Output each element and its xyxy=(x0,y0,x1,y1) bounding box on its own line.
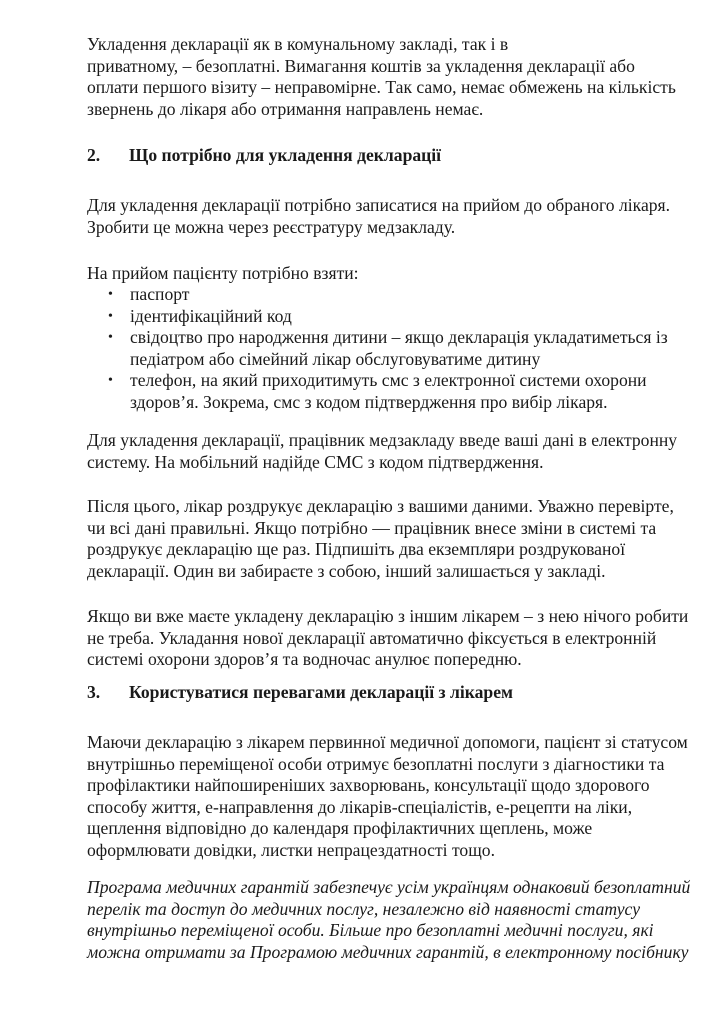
bullet-icon: • xyxy=(108,330,113,345)
text-line: Для укладення декларації, працівник медзакладу введе ваші дані в електронну xyxy=(87,430,678,450)
text-line: Після цього, лікар роздрукує декларацію з вашими даними. Уважно перевірте, xyxy=(87,496,674,516)
text-line: Для укладення декларації потрібно записатися на прийом до обраного лікаря. xyxy=(87,195,671,215)
text-line: системі охорони здоров’я та водночас анулює попередню. xyxy=(87,649,522,669)
section-2-heading xyxy=(87,145,707,167)
list-item-text: ідентифікаційний код xyxy=(130,305,292,326)
section-2-paragraph-2 xyxy=(87,430,707,473)
bullet-icon: • xyxy=(108,308,113,324)
bullet-icon: • xyxy=(108,287,113,302)
list-item-text: свідоцтво про народження дитини – якщо декларація укладатиметься із xyxy=(130,327,668,347)
bullet-icon: • xyxy=(108,373,113,388)
section-2-paragraph-1 xyxy=(87,195,707,238)
program-guarantees-note xyxy=(87,877,707,963)
list-intro xyxy=(87,263,707,285)
text-line: профілактики найпоширеніших захворювань, консультації щодо здорового xyxy=(87,775,650,795)
intro-paragraph xyxy=(87,34,707,120)
text-line: чи всі дані правильні. Якщо потрібно — працівник внесе зміни в системі та xyxy=(87,517,657,538)
section-title: Що потрібно для укладення декларації xyxy=(129,145,442,165)
list-item xyxy=(87,284,707,306)
text-line: приватному, – безоплатні. Вимагання коштів за укладення декларації або xyxy=(87,55,635,76)
list-intro-text: На прийом пацієнту потрібно взяти: xyxy=(87,263,359,283)
text-line: звернень до лікаря або отримання направлень немає. xyxy=(87,98,484,119)
text-line: Укладення декларації як в комунальному закладі, так і в xyxy=(87,34,509,54)
text-line: Якщо ви вже маєте укладену декларацію з іншим лікарем – з нею нічого робити xyxy=(87,606,689,626)
text-line: Маючи декларацію з лікарем первинної медичної допомоги, пацієнт зі статусом xyxy=(87,732,688,752)
text-line: роздрукує декларацію ще раз. Підпишіть два екземпляри роздрукованої xyxy=(87,539,626,559)
section-number: 2. xyxy=(87,145,101,165)
list-item xyxy=(87,370,707,413)
list-item xyxy=(87,327,707,370)
requirements-list xyxy=(87,284,707,413)
section-2-paragraph-4 xyxy=(87,606,707,671)
list-item-text: здоров’я. Зокрема, смс з кодом підтвердження про вибір лікаря. xyxy=(130,391,608,412)
list-item-text: паспорт xyxy=(130,284,190,304)
text-line: оплати першого візиту – неправомірне. Так само, немає обмежень на кількість xyxy=(87,77,676,97)
section-3-paragraph-1 xyxy=(87,732,707,861)
section-3-heading xyxy=(87,682,707,704)
text-line: Програма медичних гарантій забезпечує усім українцям однаковий безоплатний xyxy=(87,877,691,897)
text-line: можна отримати за Програмою медичних гарантій, в електронному посібнику xyxy=(87,941,689,962)
section-number: 3. xyxy=(87,682,101,702)
text-line: внутрішньо переміщеної особи отримує безоплатні послуги з діагностики та xyxy=(87,753,665,774)
section-2-paragraph-3 xyxy=(87,496,707,582)
list-item-text: педіатром або сімейний лікар обслуговуватиме дитину xyxy=(130,348,541,369)
text-line: перелік та доступ до медичних послуг, незалежно від наявності статусу xyxy=(87,898,641,919)
section-title: Користуватися перевагами декларації з лікарем xyxy=(129,682,513,702)
text-line: способу життя, е-направлення до лікарів-спеціалістів, е-рецепти на ліки, xyxy=(87,796,633,817)
text-line: систему. На мобільний надійде СМС з кодом підтвердження. xyxy=(87,451,544,472)
text-line: оформлювати довідки, листки непрацездатності тощо. xyxy=(87,839,495,860)
text-line: декларації. Один ви забираєте з собою, інший залишається у закладі. xyxy=(87,560,606,581)
text-line: Зробити це можна через реєстратуру медзакладу. xyxy=(87,216,456,237)
text-line: внутрішньо переміщеної особи. Більше про безоплатні медичні послуги, які xyxy=(87,920,654,940)
list-item xyxy=(87,306,707,328)
text-line: не треба. Укладання нової декларації автоматично фіксується в електронній xyxy=(87,627,657,648)
list-item-text: телефон, на який приходитимуть смс з електронної системи охорони xyxy=(130,370,647,390)
text-line: щеплення відповідно до календаря профілактичних щеплень, може xyxy=(87,818,593,838)
